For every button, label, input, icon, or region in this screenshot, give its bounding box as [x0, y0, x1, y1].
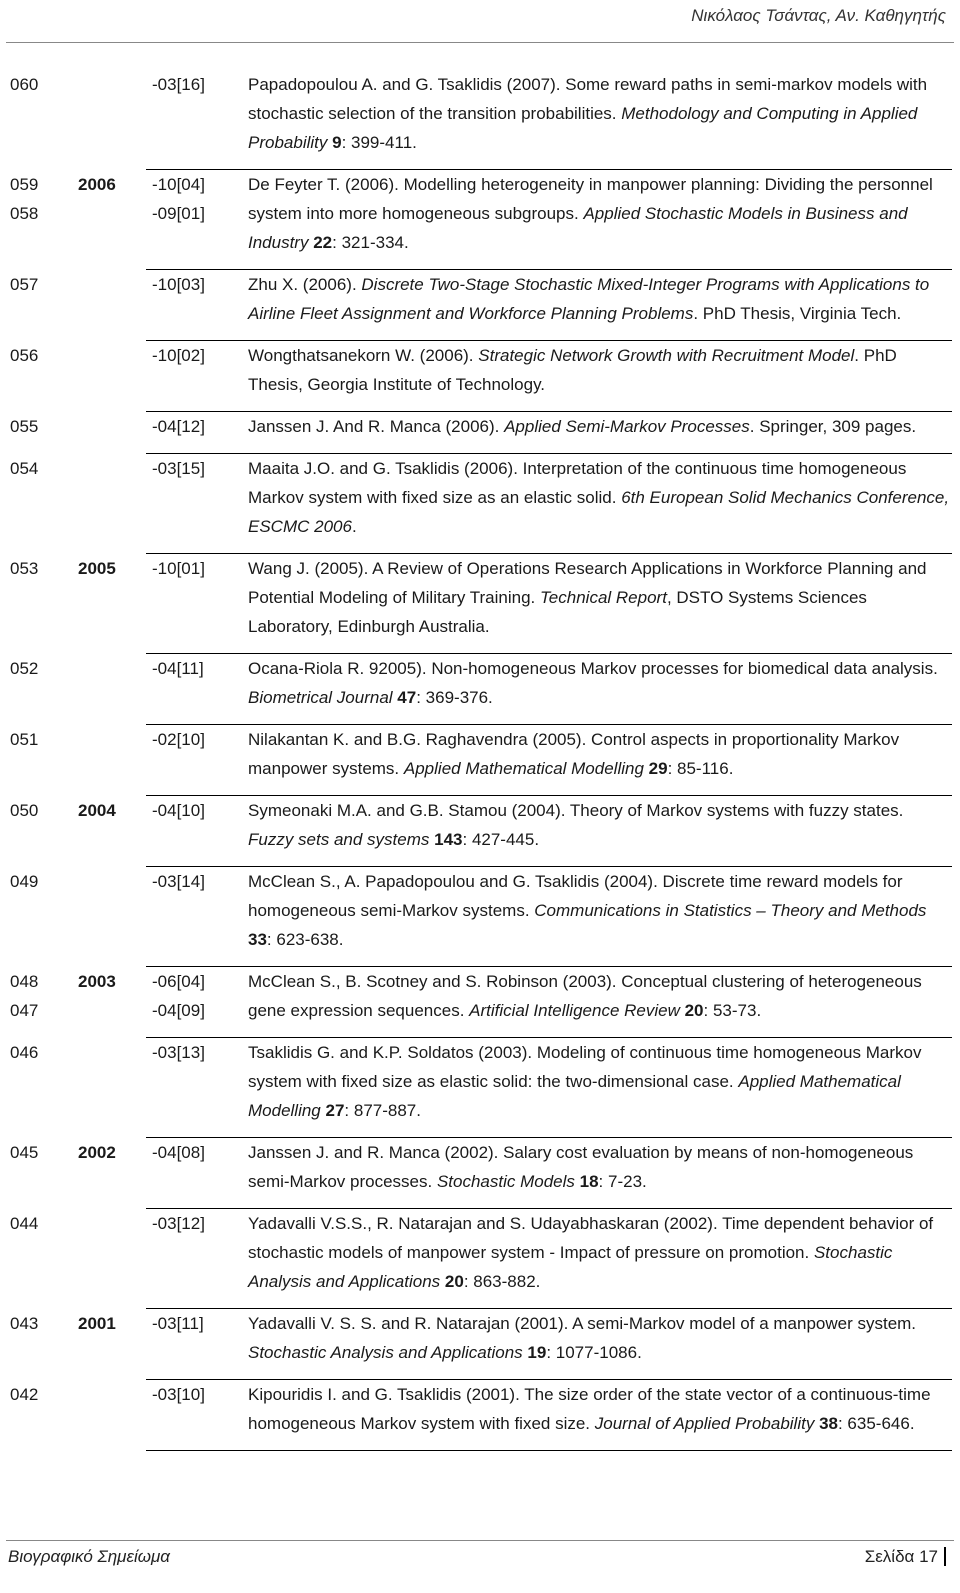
reference-citation: [246, 412, 952, 454]
reference-code: [146, 1209, 246, 1309]
reference-code: [146, 725, 246, 796]
citation-source: Methodology and Computing in Applied Probability: [248, 104, 918, 152]
reference-number-value: 058: [10, 203, 39, 223]
reference-number: [6, 796, 78, 867]
reference-number-value: 053: [10, 558, 39, 578]
citation-text: Tsaklidis G. and K.P. Soldatos (2003). Modeling of continuous time homogeneous Markov system with fixed size as elastic solid: the two-dimensional case.: [248, 1043, 922, 1091]
reference-code: [146, 654, 246, 725]
citation-text: : 85-116.: [667, 759, 734, 778]
citation-text: : 369-376.: [416, 688, 493, 707]
reference-year: 2003: [78, 971, 116, 991]
reference-row: [6, 867, 952, 967]
reference-number-value: 046: [10, 1042, 39, 1062]
reference-code-value: -04[11]: [152, 659, 204, 678]
reference-row: [6, 341, 952, 412]
reference-row: [6, 270, 952, 341]
reference-row: [6, 796, 952, 867]
citation-source: Artificial Intelligence Review: [469, 1001, 680, 1020]
reference-code: [146, 412, 246, 454]
reference-number-value: 050: [10, 800, 39, 820]
citation-volume: 29: [648, 759, 668, 778]
citation-text: De Feyter T. (2006). Modelling heterogeneity in manpower planning: Dividing the personnel system into more homogeneous subgroups.: [248, 175, 933, 223]
reference-code-value: -03[16]: [152, 75, 205, 94]
citation-text: Wang J. (2005). A Review of Operations Research Applications in Workforce Planning and Potential Modeling of Military Training.: [248, 559, 927, 607]
reference-citation: [246, 1309, 952, 1380]
reference-year: [78, 412, 146, 454]
reference-citation: [246, 967, 952, 1038]
reference-number: [6, 1380, 78, 1451]
reference-number: [6, 341, 78, 412]
reference-code-value: -03[14]: [152, 872, 205, 891]
citation-source: Applied Semi-Markov Processes: [504, 417, 750, 436]
reference-row: [6, 1380, 952, 1451]
reference-citation: [246, 341, 952, 412]
reference-code-value: -04[08]: [152, 1143, 205, 1162]
reference-code: [146, 1038, 246, 1138]
references-table: [6, 70, 952, 1451]
reference-year: [78, 454, 146, 554]
reference-number-value: 052: [10, 658, 39, 678]
citation-volume: 47: [397, 688, 417, 707]
reference-row: [6, 1309, 952, 1380]
citation-text: McClean S., A. Papadopoulou and G. Tsaklidis (2004). Discrete time reward models for homogeneous semi-Markov systems.: [248, 872, 903, 920]
reference-citation: [246, 170, 952, 270]
reference-row: [6, 454, 952, 554]
page-number-bar: [944, 1547, 946, 1566]
citation-text: : 53-73.: [703, 1001, 762, 1020]
reference-code: [146, 341, 246, 412]
citation-source: Fuzzy sets and systems: [248, 830, 430, 849]
reference-number-value: 048: [10, 971, 39, 991]
reference-code-value: -04[09]: [152, 1001, 205, 1020]
reference-citation: [246, 454, 952, 554]
reference-code-value: -10[01]: [152, 559, 205, 578]
reference-number-value: 059: [10, 174, 39, 194]
reference-year: [78, 1209, 146, 1309]
citation-source: Journal of Applied Probability: [594, 1414, 815, 1433]
citation-text: : 863-882.: [463, 1272, 541, 1291]
citation-source: Communications in Statistics – Theory and Methods: [534, 901, 927, 920]
reference-number: [6, 1209, 78, 1309]
reference-code-value: -04[10]: [152, 801, 205, 820]
citation-text: Maaita J.O. and G. Tsaklidis (2006). Interpretation of the continuous time homogeneous Markov system with fixed size as an elastic solid.: [248, 459, 907, 507]
citation-volume: 18: [579, 1172, 599, 1191]
reference-citation: [246, 70, 952, 170]
citation-volume: 22: [313, 233, 333, 252]
reference-code-value: -04[12]: [152, 417, 205, 436]
citation-text: . PhD Thesis, Georgia Institute of Technology.: [248, 346, 897, 394]
reference-code-value: -03[10]: [152, 1385, 205, 1404]
reference-year: [78, 654, 146, 725]
reference-number: [6, 454, 78, 554]
reference-row: [6, 967, 952, 1038]
citation-text: .: [351, 517, 357, 536]
reference-number-value: 049: [10, 871, 39, 891]
citation-volume: 143: [434, 830, 463, 849]
reference-code: [146, 454, 246, 554]
reference-citation: [246, 1380, 952, 1451]
citation-text: : 1077-1086.: [546, 1343, 642, 1362]
reference-citation: [246, 1209, 952, 1309]
citation-text: : 7-23.: [598, 1172, 647, 1191]
reference-code: [146, 1380, 246, 1451]
reference-code-value: -10[03]: [152, 275, 205, 294]
reference-number-value: 043: [10, 1313, 39, 1333]
reference-citation: [246, 654, 952, 725]
citation-text: Yadavalli V. S. S. and R. Natarajan (2001). A semi-Markov model of a manpower system.: [248, 1314, 917, 1333]
reference-code-value: -03[11]: [152, 1314, 204, 1333]
reference-citation: [246, 1038, 952, 1138]
citation-volume: 33: [248, 930, 267, 949]
reference-year: 2002: [78, 1142, 116, 1162]
citation-text: : 427-445.: [462, 830, 540, 849]
reference-number: [6, 170, 78, 270]
reference-number: [6, 1309, 78, 1380]
citation-volume: 38: [819, 1414, 838, 1433]
reference-code: [146, 796, 246, 867]
citation-text: Ocana-Riola R. 92005). Non-homogeneous Markov processes for biomedical data analysis.: [248, 659, 938, 678]
reference-citation: [246, 867, 952, 967]
reference-row: [6, 412, 952, 454]
reference-number: [6, 967, 78, 1038]
page-header: Νικόλαος Τσάντας, Αν. Καθηγητής: [691, 6, 946, 25]
reference-year: 2001: [78, 1313, 116, 1333]
footer-title: Βιογραφικό Σημείωμα: [8, 1547, 170, 1566]
citation-source: Stochastic Models: [436, 1172, 575, 1191]
reference-year: [78, 867, 146, 967]
reference-code: [146, 70, 246, 170]
reference-row: [6, 725, 952, 796]
citation-text: : 321-334.: [332, 233, 409, 252]
citation-text: . PhD Thesis, Virginia Tech.: [693, 304, 902, 323]
reference-number-value: 047: [10, 1000, 39, 1020]
reference-row: [6, 170, 952, 270]
reference-number: [6, 70, 78, 170]
reference-number: [6, 867, 78, 967]
citation-text: Yadavalli V.S.S., R. Natarajan and S. Udayabhaskaran (2002). Time dependent behavior of stochastic models of manpower system - Impact of pressure on promotion.: [248, 1214, 934, 1262]
reference-code: [146, 1309, 246, 1380]
page-number-text: Σελίδα 17: [864, 1547, 938, 1566]
reference-year: 2005: [78, 558, 116, 578]
header-divider: [6, 42, 954, 43]
reference-row: [6, 1209, 952, 1309]
reference-number-value: 057: [10, 274, 39, 294]
citation-text: Wongthatsanekorn W. (2006).: [248, 346, 479, 365]
citation-text: Janssen J. and R. Manca (2002). Salary cost evaluation by means of non-homogeneous semi-Markov processes.: [248, 1143, 914, 1191]
reference-code-value: -03[13]: [152, 1043, 205, 1062]
citation-source: Stochastic Analysis and Applications: [248, 1343, 523, 1362]
citation-source: Applied Mathematical Modelling: [248, 1072, 901, 1120]
reference-code-value: -03[15]: [152, 459, 205, 478]
citation-text: Zhu X. (2006).: [248, 275, 362, 294]
citation-text: . Springer, 309 pages.: [749, 417, 917, 436]
reference-year: 2006: [78, 174, 116, 194]
reference-year: [78, 1038, 146, 1138]
reference-code-value: -10[04]: [152, 175, 205, 194]
reference-number-value: 044: [10, 1213, 39, 1233]
reference-year: 2004: [78, 800, 116, 820]
citation-source: Strategic Network Growth with Recruitment Model: [478, 346, 855, 365]
reference-row: [6, 70, 952, 170]
reference-year: [78, 725, 146, 796]
citation-text: : 635-646.: [837, 1414, 915, 1433]
reference-number-value: 054: [10, 458, 39, 478]
citation-volume: 19: [527, 1343, 547, 1362]
reference-number-value: 045: [10, 1142, 39, 1162]
reference-number-value: 051: [10, 729, 39, 749]
citation-volume: 9: [332, 133, 342, 152]
citation-volume: 27: [325, 1101, 345, 1120]
reference-row: [6, 554, 952, 654]
citation-text: Janssen J. And R. Manca (2006).: [248, 417, 505, 436]
reference-citation: [246, 1138, 952, 1209]
reference-code: [146, 554, 246, 654]
citation-text: : 877-887.: [344, 1101, 421, 1120]
reference-number: [6, 1038, 78, 1138]
reference-code: [146, 170, 246, 270]
reference-code-value: -10[02]: [152, 346, 205, 365]
reference-row: [6, 1038, 952, 1138]
reference-code-value: -02[10]: [152, 730, 205, 749]
reference-code: [146, 967, 246, 1038]
page-number: [865, 1547, 946, 1567]
citation-source: Discrete Two-Stage Stochastic Mixed-Integer Programs with Applications to Airline Fleet Assignment and Workforce Planning Problems: [248, 275, 930, 323]
reference-code: [146, 270, 246, 341]
citation-text: : 623-638.: [266, 930, 344, 949]
citation-text: McClean S., B. Scotney and S. Robinson (2003). Conceptual clustering of heterogeneous gene expression sequences.: [248, 972, 922, 1020]
reference-number: [6, 412, 78, 454]
reference-year: [78, 70, 146, 170]
reference-number-value: 056: [10, 345, 39, 365]
reference-code-value: -06[04]: [152, 972, 205, 991]
reference-code: [146, 867, 246, 967]
citation-text: Kipouridis I. and G. Tsaklidis (2001). The size order of the state vector of a continuous-time homogeneous Markov system with fixed size.: [248, 1385, 931, 1433]
citation-source: Biometrical Journal: [248, 688, 393, 707]
reference-year: [78, 341, 146, 412]
reference-citation: [246, 554, 952, 654]
reference-row: [6, 654, 952, 725]
citation-source: Applied Stochastic Models in Business and Industry: [248, 204, 908, 252]
reference-row: [6, 1138, 952, 1209]
reference-code-value: -09[01]: [152, 204, 205, 223]
reference-year: [78, 270, 146, 341]
citation-source: Applied Mathematical Modelling: [403, 759, 644, 778]
reference-number: [6, 1138, 78, 1209]
reference-number: [6, 554, 78, 654]
reference-citation: [246, 796, 952, 867]
citation-text: Nilakantan K. and B.G. Raghavendra (2005). Control aspects in proportionality Markov manpower systems.: [248, 730, 900, 778]
reference-number-value: 060: [10, 75, 39, 94]
reference-code-value: -03[12]: [152, 1214, 205, 1233]
reference-number-value: 055: [10, 416, 39, 436]
reference-number: [6, 270, 78, 341]
citation-text: Symeonaki M.A. and G.B. Stamou (2004). Theory of Markov systems with fuzzy states.: [248, 801, 904, 820]
citation-volume: 20: [444, 1272, 464, 1291]
reference-citation: [246, 270, 952, 341]
citation-text: Papadopoulou A. and G. Tsaklidis (2007). Some reward paths in semi-markov models with stochastic selection of the transition probabilities.: [248, 75, 928, 123]
reference-number: [6, 725, 78, 796]
citation-source: Technical Report: [539, 588, 667, 607]
reference-number: [6, 654, 78, 725]
citation-text: , DSTO Systems Sciences Laboratory, Edinburgh Australia.: [248, 588, 867, 636]
citation-source: Stochastic Analysis and Applications: [248, 1243, 893, 1291]
reference-number-value: 042: [10, 1384, 39, 1404]
reference-code: [146, 1138, 246, 1209]
footer-divider: [6, 1540, 954, 1541]
citation-source: 6th European Solid Mechanics Conference, ESCMC 2006: [248, 488, 950, 536]
citation-volume: 20: [684, 1001, 704, 1020]
citation-text: : 399-411.: [341, 133, 417, 152]
reference-citation: [246, 725, 952, 796]
reference-year: [78, 1380, 146, 1451]
